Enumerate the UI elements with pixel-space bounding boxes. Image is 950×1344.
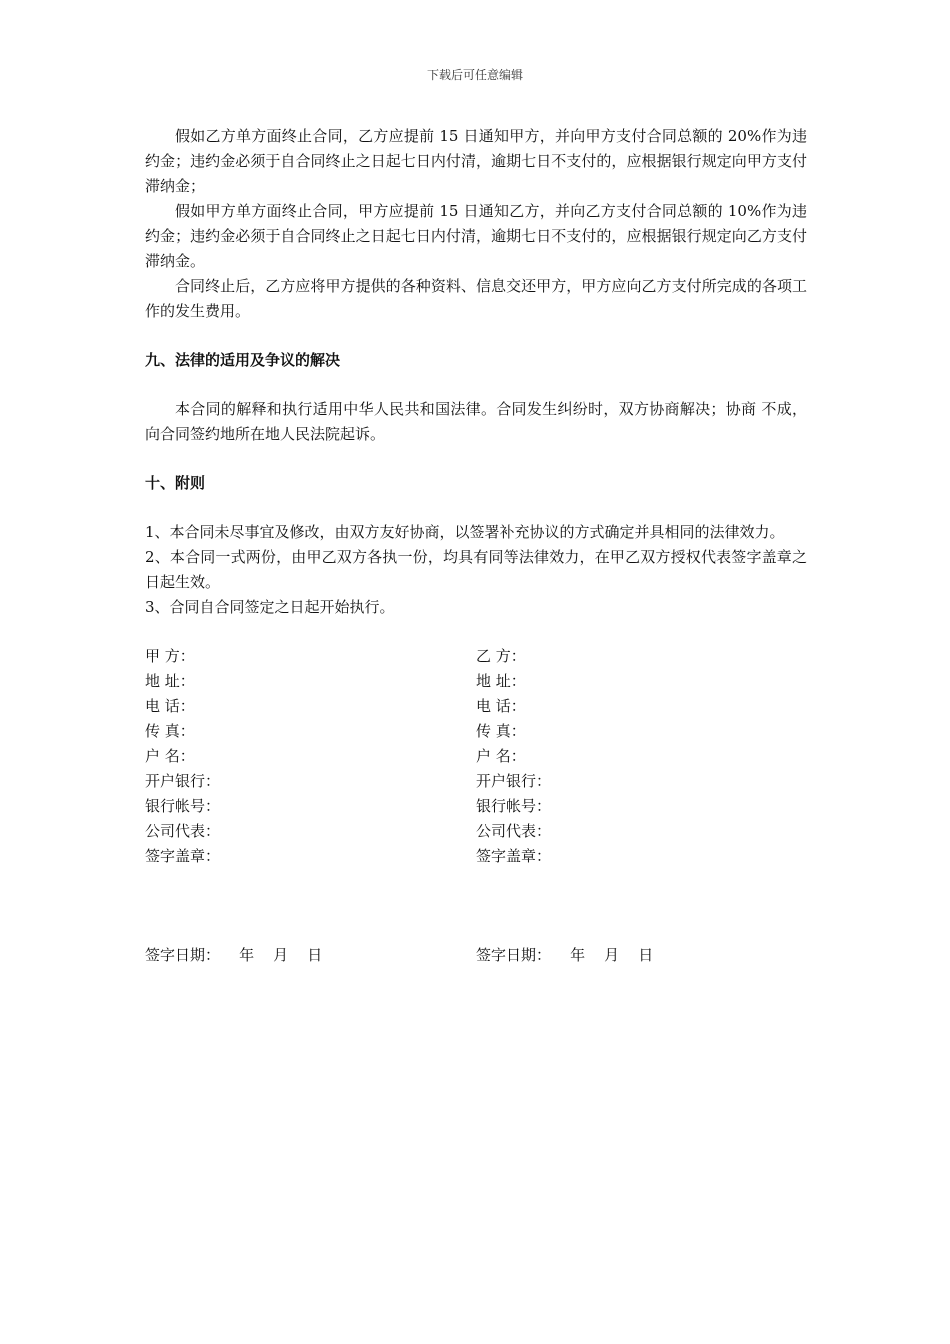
party-b-phone-field: 电 话： (476, 697, 526, 715)
signature-block (145, 644, 807, 968)
party-b-bank-account-field: 银行帐号： (476, 797, 552, 815)
party-b-address-field: 地 址： (476, 672, 526, 690)
party-b-seal-field: 签字盖章： (476, 847, 552, 865)
party-a-account-name-field: 户 名： (145, 747, 195, 765)
party-a-address-field: 地 址： (145, 672, 195, 690)
party-a-sign-date: 签字日期： 年 月 日 (145, 946, 323, 964)
party-a-phone-field: 电 话： (145, 697, 195, 715)
party-b-bank-field: 开户银行： (476, 772, 552, 790)
party-b-representative-field: 公司代表： (476, 822, 552, 840)
section-9 (145, 348, 807, 447)
party-a-representative-field: 公司代表： (145, 822, 221, 840)
party-a-seal-field: 签字盖章： (145, 847, 221, 865)
termination-clauses (145, 124, 807, 324)
party-b-fax-field: 传 真： (476, 722, 526, 740)
party-a-column (145, 644, 476, 869)
appendix-item-3: 3、合同自合同签定之日起开始执行。 (145, 598, 395, 616)
party-a-bank-field: 开户银行： (145, 772, 221, 790)
party-b-column (476, 644, 807, 869)
section-10 (145, 471, 807, 620)
section-9-title: 九、法律的适用及争议的解决 (145, 351, 341, 369)
party-b-sign-date: 签字日期： 年 月 日 (476, 946, 654, 964)
section-10-title: 十、附则 (145, 474, 206, 492)
party-b-account-name-field: 户 名： (476, 747, 526, 765)
header-note: 下载后可任意编辑 (426, 68, 523, 82)
termination-paragraph-1: 假如乙方单方面终止合同，乙方应提前 15 日通知甲方，并向甲方支付合同总额的 20%作为违约金；违约金必须于自合同终止之日起七日内付清，逾期七日不支付的，应根据银行规定向甲方支付滞纳金； (145, 127, 807, 195)
appendix-item-1: 1、本合同未尽事宜及修改，由双方友好协商，以签署补充协议的方式确定并具相同的法律效力。 (145, 523, 785, 541)
party-a-fax-field: 传 真： (145, 722, 195, 740)
party-a-name-field: 甲 方： (145, 647, 195, 665)
party-b-name-field: 乙 方： (476, 647, 526, 665)
termination-paragraph-2: 假如甲方单方面终止合同，甲方应提前 15 日通知乙方，并向乙方支付合同总额的 10%作为违约金；违约金必须于自合同终止之日起七日内付清，逾期七日不支付的，应根据银行规定向乙方支付滞纳金。 (145, 202, 807, 270)
section-9-paragraph: 本合同的解释和执行适用中华人民共和国法律。合同发生纠纷时，双方协商解决；协商 不成，向合同签约地所在地人民法院起诉。 (145, 400, 807, 443)
document-body (145, 124, 807, 968)
termination-paragraph-3: 合同终止后，乙方应将甲方提供的各种资料、信息交还甲方，甲方应向乙方支付所完成的各项工作的发生费用。 (145, 277, 807, 320)
party-a-bank-account-field: 银行帐号： (145, 797, 221, 815)
appendix-item-2: 2、本合同一式两份，由甲乙双方各执一份，均具有同等法律效力，在甲乙双方授权代表签字盖章之日起生效。 (145, 548, 807, 591)
